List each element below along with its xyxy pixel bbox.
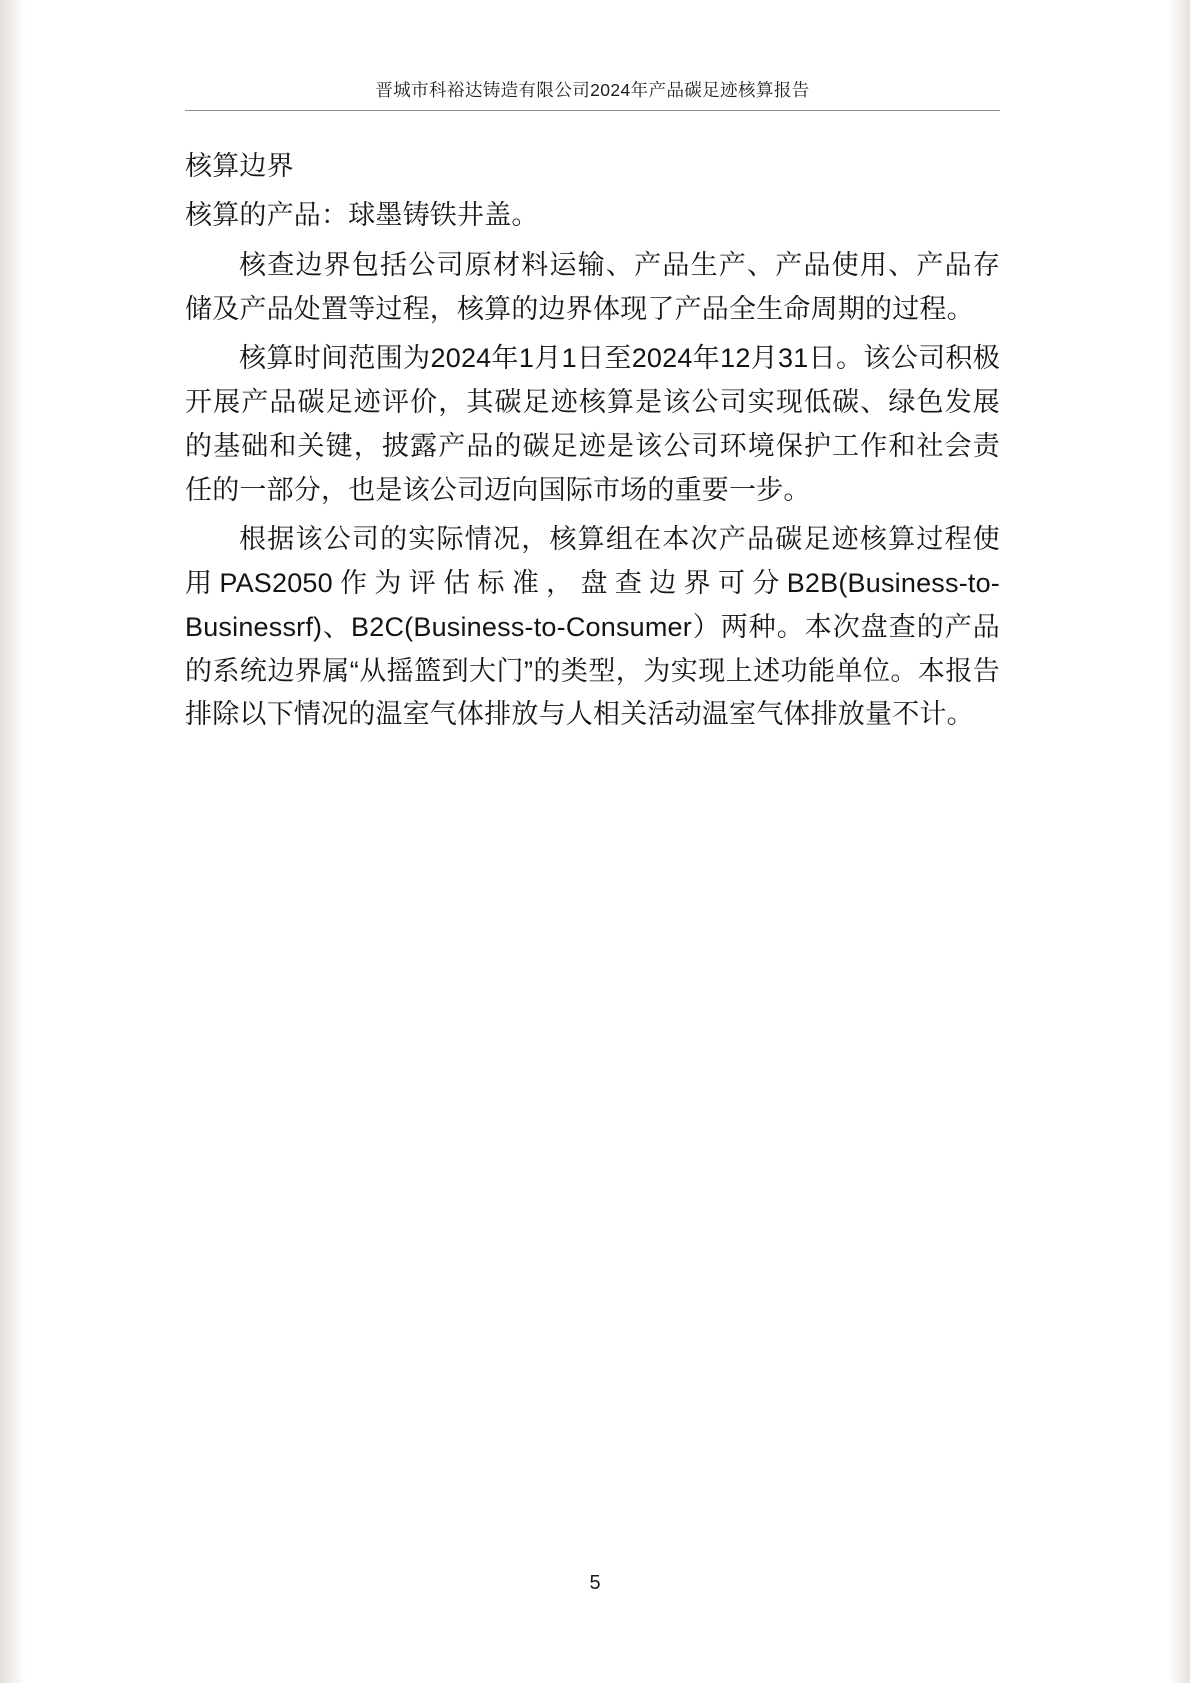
header-title: 晋城市科裕达铸造有限公司2024年产品碳足迹核算报告 [375,80,810,100]
page-header [185,0,1000,111]
standard-pas2050-paragraph: 根据该公司的实际情况，核算组在本次产品碳足迹核算过程使用PAS2050作为评估标准，盘查边界可分B2B(Business-to-Businessrf)、B2C(Business-to-Consumer）两种。本次盘查的产品的系统边界属“从摇篮到大门”的类型，为实现上述功能单位。本报告排除以下情况的温室气体排放与人相关活动温室气体排放量不计。 [185,524,1000,730]
page-number: 5 [589,1572,601,1594]
page-content [0,0,1190,737]
time-range-paragraph: 核算时间范围为2024年1月1日至2024年12月31日。该公司积极开展产品碳足迹评价，其碳足迹核算是该公司实现低碳、绿色发展的基础和关键，披露产品的碳足迹是该公司环境保护工作和社会责任的一部分，也是该公司迈向国际市场的重要一步。 [185,343,1000,505]
boundary-scope-paragraph: 核查边界包括公司原材料运输、产品生产、产品使用、产品存储及产品处置等过程，核算的边界体现了产品全生命周期的过程。 [185,249,1000,324]
product-scope-paragraph: 核算的产品：球墨铸铁井盖。 [185,200,539,231]
document-body [185,145,1000,738]
section-heading: 核算边界 [185,150,294,181]
header-divider [185,110,1000,111]
